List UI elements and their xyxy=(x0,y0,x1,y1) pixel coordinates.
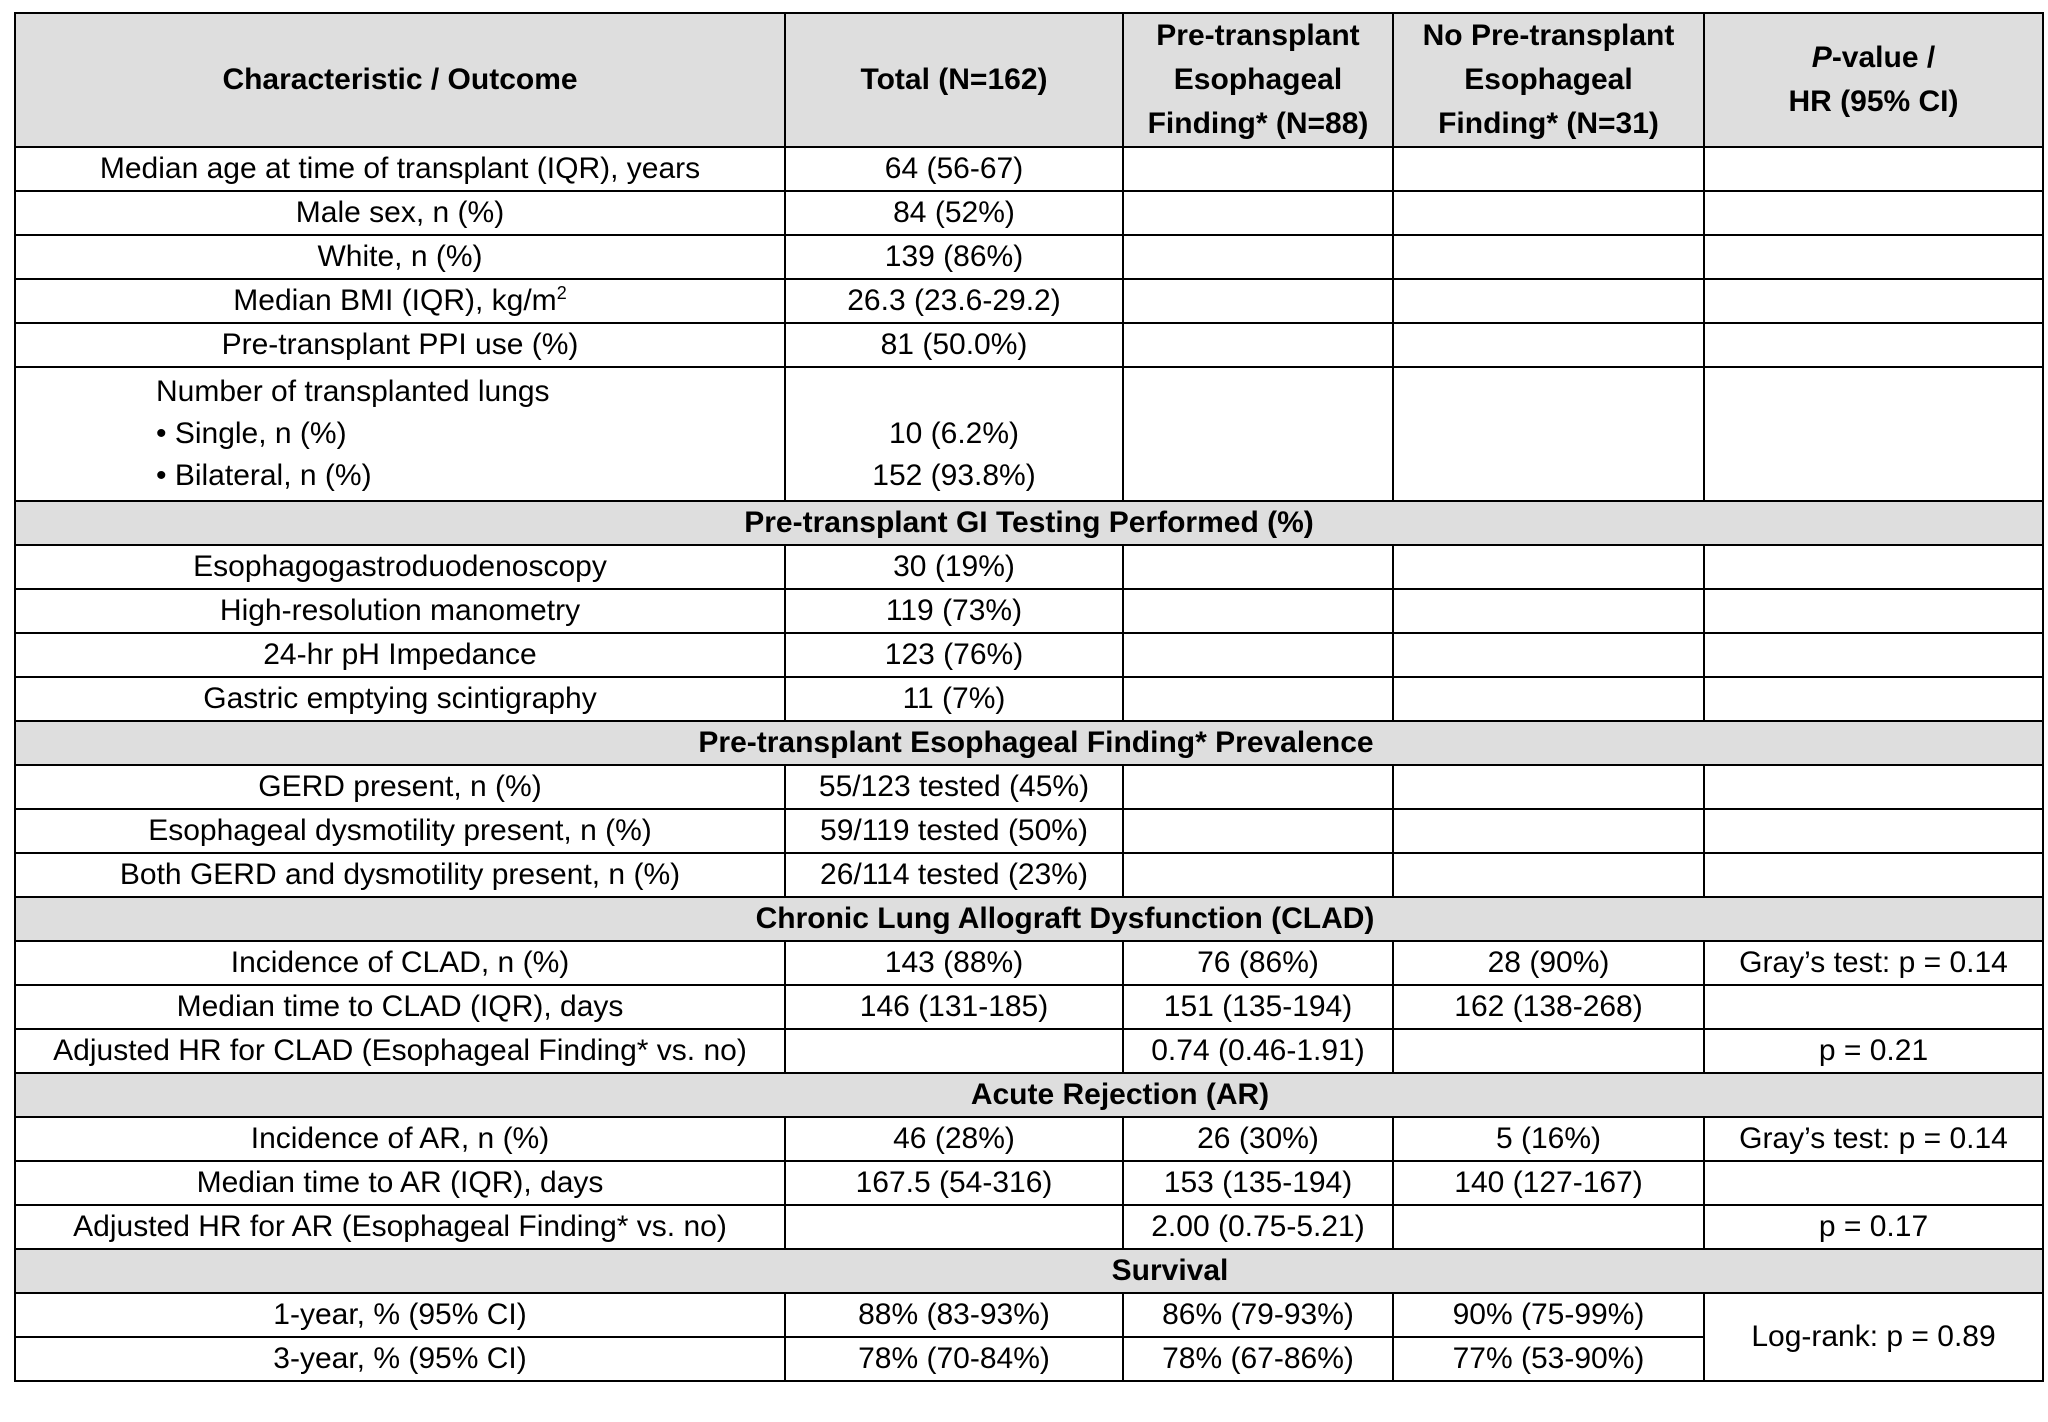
table-row xyxy=(15,853,2043,897)
cell-pre xyxy=(1123,765,1393,809)
cell-nopre xyxy=(1393,765,1704,809)
table-row xyxy=(15,941,2043,985)
section-gi-testing: Pre-transplant GI Testing Performed (%) xyxy=(15,501,2043,545)
cell-nopre: 90% (75-99%) xyxy=(1393,1293,1704,1337)
row-label: Both GERD and dysmotility present, n (%) xyxy=(15,853,785,897)
table-row xyxy=(15,985,2043,1029)
section-header xyxy=(15,1249,2043,1293)
cell-nopre: 28 (90%) xyxy=(1393,941,1704,985)
row-label: Male sex, n (%) xyxy=(15,191,785,235)
cell-p xyxy=(1704,323,2043,367)
header-total: Total (N=162) xyxy=(785,13,1123,147)
cell-nopre xyxy=(1393,1029,1704,1073)
row-label: Incidence of AR, n (%) xyxy=(15,1117,785,1161)
cell-pre xyxy=(1123,279,1393,323)
table-row xyxy=(15,633,2043,677)
cell-pre xyxy=(1123,147,1393,191)
row-label: GERD present, n (%) xyxy=(15,765,785,809)
cell-total: 167.5 (54-316) xyxy=(785,1161,1123,1205)
cell-nopre xyxy=(1393,809,1704,853)
cell-total: 123 (76%) xyxy=(785,633,1123,677)
cell-pre xyxy=(1123,677,1393,721)
cell-nopre: 162 (138-268) xyxy=(1393,985,1704,1029)
row-label: 3-year, % (95% CI) xyxy=(15,1337,785,1381)
cell-pre xyxy=(1123,323,1393,367)
bmi-superscript: 2 xyxy=(556,283,567,303)
cell-p xyxy=(1704,853,2043,897)
cell-nopre xyxy=(1393,323,1704,367)
cell-nopre xyxy=(1393,677,1704,721)
table-row xyxy=(15,1029,2043,1073)
cell-total: 26.3 (23.6-29.2) xyxy=(785,279,1123,323)
section-header xyxy=(15,721,2043,765)
row-label: Median time to CLAD (IQR), days xyxy=(15,985,785,1029)
row-label: White, n (%) xyxy=(15,235,785,279)
cell-total: 11 (7%) xyxy=(785,677,1123,721)
table-row xyxy=(15,809,2043,853)
cell-nopre xyxy=(1393,545,1704,589)
row-label: Pre-transplant PPI use (%) xyxy=(15,323,785,367)
table-row xyxy=(15,1293,2043,1337)
cell-total: 84 (52%) xyxy=(785,191,1123,235)
cell-total: 146 (131-185) xyxy=(785,985,1123,1029)
table-row xyxy=(15,279,2043,323)
table-row xyxy=(15,1117,2043,1161)
header-p-italic: P xyxy=(1811,41,1832,74)
cell-pre: 76 (86%) xyxy=(1123,941,1393,985)
row-label: Number of transplanted lungs • Single, n (%) • Bilateral, n (%) xyxy=(15,367,785,501)
cell-pre: 78% (67-86%) xyxy=(1123,1337,1393,1381)
row-label: Esophagogastroduodenoscopy xyxy=(15,545,785,589)
cell-pre: 86% (79-93%) xyxy=(1123,1293,1393,1337)
cell-nopre xyxy=(1393,367,1704,501)
cell-nopre: 140 (127-167) xyxy=(1393,1161,1704,1205)
cell-total xyxy=(785,1205,1123,1249)
row-label: Adjusted HR for CLAD (Esophageal Finding* vs. no) xyxy=(15,1029,785,1073)
table-row xyxy=(15,191,2043,235)
cell-nopre xyxy=(1393,633,1704,677)
cell-pre xyxy=(1123,809,1393,853)
row-label: Adjusted HR for AR (Esophageal Finding* vs. no) xyxy=(15,1205,785,1249)
cell-p xyxy=(1704,765,2043,809)
cell-total: 55/123 tested (45%) xyxy=(785,765,1123,809)
table-row xyxy=(15,1205,2043,1249)
header-row xyxy=(15,13,2043,147)
cell-p xyxy=(1704,235,2043,279)
cell-p xyxy=(1704,809,2043,853)
header-characteristic: Characteristic / Outcome xyxy=(15,13,785,147)
cell-nopre xyxy=(1393,1205,1704,1249)
cell-p xyxy=(1704,633,2043,677)
row-label: Median time to AR (IQR), days xyxy=(15,1161,785,1205)
header-pre-transplant: Pre-transplant Esophageal Finding* (N=88) xyxy=(1123,13,1393,147)
cell-p xyxy=(1704,985,2043,1029)
table-row xyxy=(15,367,2043,501)
cell-pre xyxy=(1123,853,1393,897)
header-no-pre-transplant: No Pre-transplant Esophageal Finding* (N=31) xyxy=(1393,13,1704,147)
cell-pre xyxy=(1123,545,1393,589)
cell-nopre xyxy=(1393,147,1704,191)
bmi-label-text: Median BMI (IQR), kg/m xyxy=(233,284,557,317)
cell-p: p = 0.17 xyxy=(1704,1205,2043,1249)
cell-p: p = 0.21 xyxy=(1704,1029,2043,1073)
cell-total: 46 (28%) xyxy=(785,1117,1123,1161)
row-label: Esophageal dysmotility present, n (%) xyxy=(15,809,785,853)
cell-pre xyxy=(1123,589,1393,633)
cell-pre: 153 (135-194) xyxy=(1123,1161,1393,1205)
cell-pre: 26 (30%) xyxy=(1123,1117,1393,1161)
section-survival: Survival xyxy=(15,1249,2043,1293)
cell-total: 59/119 tested (50%) xyxy=(785,809,1123,853)
cell-total: 143 (88%) xyxy=(785,941,1123,985)
cell-p xyxy=(1704,677,2043,721)
cell-nopre xyxy=(1393,235,1704,279)
cell-p: Gray’s test: p = 0.14 xyxy=(1704,1117,2043,1161)
table-row xyxy=(15,765,2043,809)
section-prevalence: Pre-transplant Esophageal Finding* Prevalence xyxy=(15,721,2043,765)
cell-p: Gray’s test: p = 0.14 xyxy=(1704,941,2043,985)
section-clad: Chronic Lung Allograft Dysfunction (CLAD) xyxy=(15,897,2043,941)
cell-nopre xyxy=(1393,279,1704,323)
cell-p xyxy=(1704,367,2043,501)
cell-nopre: 5 (16%) xyxy=(1393,1117,1704,1161)
row-label xyxy=(15,279,785,323)
cell-pre xyxy=(1123,367,1393,501)
cell-p xyxy=(1704,147,2043,191)
cell-total xyxy=(785,1029,1123,1073)
cell-pre: 2.00 (0.75-5.21) xyxy=(1123,1205,1393,1249)
table-row xyxy=(15,589,2043,633)
header-p-value xyxy=(1704,13,2043,147)
row-label: High-resolution manometry xyxy=(15,589,785,633)
cell-total: 10 (6.2%) 152 (93.8%) xyxy=(785,367,1123,501)
cell-pre: 151 (135-194) xyxy=(1123,985,1393,1029)
cell-pre xyxy=(1123,191,1393,235)
row-label: 1-year, % (95% CI) xyxy=(15,1293,785,1337)
cell-pre xyxy=(1123,633,1393,677)
cell-p xyxy=(1704,589,2043,633)
cell-pre: 0.74 (0.46-1.91) xyxy=(1123,1029,1393,1073)
table-row xyxy=(15,147,2043,191)
cell-p xyxy=(1704,545,2043,589)
row-label: Median age at time of transplant (IQR), years xyxy=(15,147,785,191)
section-header xyxy=(15,897,2043,941)
cell-p xyxy=(1704,279,2043,323)
cell-total: 26/114 tested (23%) xyxy=(785,853,1123,897)
table-row xyxy=(15,1161,2043,1205)
cell-nopre: 77% (53-90%) xyxy=(1393,1337,1704,1381)
cell-p xyxy=(1704,1161,2043,1205)
section-header xyxy=(15,1073,2043,1117)
outcomes-table xyxy=(14,12,2044,1382)
row-label: Incidence of CLAD, n (%) xyxy=(15,941,785,985)
section-header xyxy=(15,501,2043,545)
cell-pre xyxy=(1123,235,1393,279)
cell-nopre xyxy=(1393,589,1704,633)
cell-p-survival: Log-rank: p = 0.89 xyxy=(1704,1293,2043,1381)
cell-total: 81 (50.0%) xyxy=(785,323,1123,367)
cell-total: 119 (73%) xyxy=(785,589,1123,633)
cell-total: 30 (19%) xyxy=(785,545,1123,589)
row-label: 24-hr pH Impedance xyxy=(15,633,785,677)
table-row xyxy=(15,235,2043,279)
row-label: Gastric emptying scintigraphy xyxy=(15,677,785,721)
table-row xyxy=(15,323,2043,367)
table-row xyxy=(15,677,2043,721)
cell-nopre xyxy=(1393,191,1704,235)
cell-total: 78% (70-84%) xyxy=(785,1337,1123,1381)
cell-total: 139 (86%) xyxy=(785,235,1123,279)
header-p-rest: -value / HR (95% CI) xyxy=(1788,41,1959,118)
cell-p xyxy=(1704,191,2043,235)
table-row xyxy=(15,545,2043,589)
cell-nopre xyxy=(1393,853,1704,897)
section-ar: Acute Rejection (AR) xyxy=(15,1073,2043,1117)
cell-total: 64 (56-67) xyxy=(785,147,1123,191)
cell-total: 88% (83-93%) xyxy=(785,1293,1123,1337)
